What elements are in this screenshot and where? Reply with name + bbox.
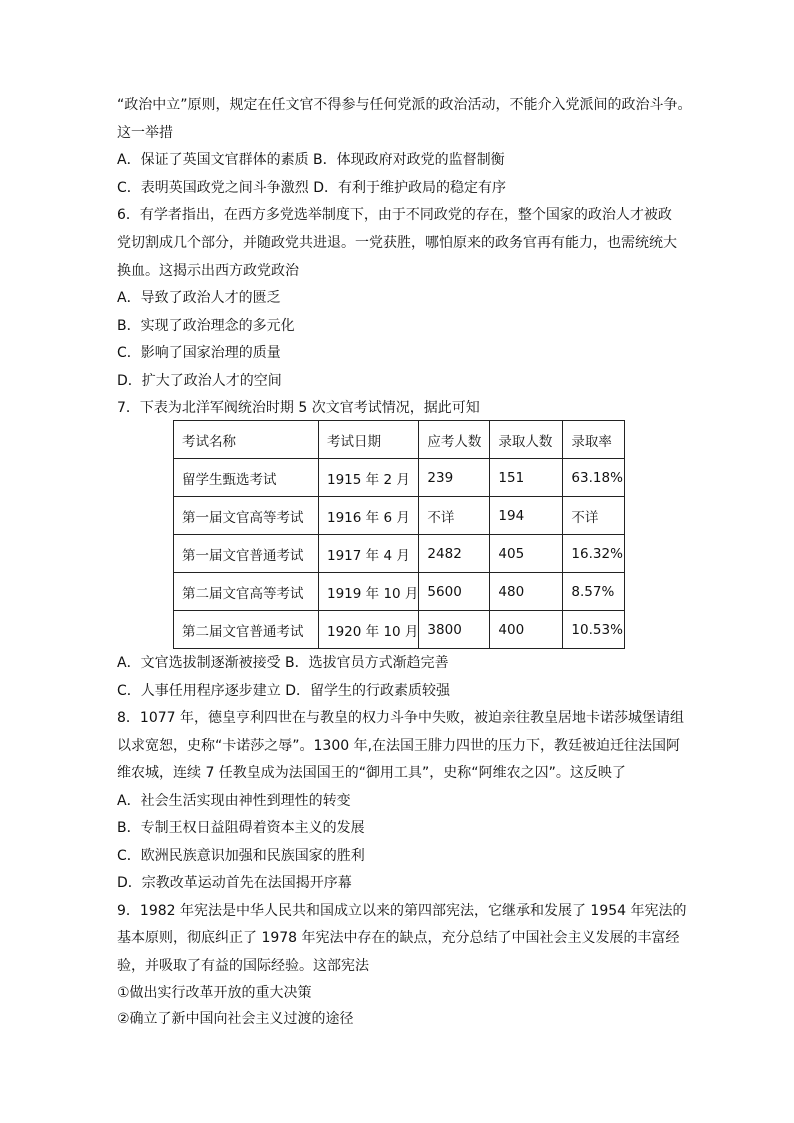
table-cell: 63.18% xyxy=(563,459,625,497)
table-cell: 16.32% xyxy=(563,535,625,573)
table-cell: 405 xyxy=(490,535,563,573)
text-line-q6-stem-1: 6．有学者指出，在西方多党选举制度下，由于不同政党的存在，整个国家的政治人才被政 xyxy=(117,207,672,223)
text-line-q6-option-d: D．扩大了政治人才的空间 xyxy=(117,373,282,389)
text-line-q6-stem-2: 党切割成几个部分，并随政党共进退。一党获胜，哪怕原来的政务官再有能力，也需统统大 xyxy=(117,235,677,251)
table-cell: 第二届文官普通考试 xyxy=(174,611,319,649)
table-header-cell: 考试日期 xyxy=(319,421,419,459)
text-line-q9-stem-3: 验，并吸取了有益的国际经验。这部宪法 xyxy=(117,958,369,974)
table-row xyxy=(174,535,625,573)
table-cell: 第一届文官普通考试 xyxy=(174,535,319,573)
table-cell: 第二届文官高等考试 xyxy=(174,573,319,611)
text-line-q5-stem-1: “政治中立”原则，规定在任文官不得参与任何党派的政治活动，不能介入党派间的政治斗争。 xyxy=(117,97,692,113)
table-cell: 1917 年 4 月 xyxy=(319,535,419,573)
table-cell: 1920 年 10 月 xyxy=(319,611,419,649)
text-line-q6-stem-3: 换血。这揭示出西方政党政治 xyxy=(117,263,299,279)
text-line-q8-option-d: D．宗教改革运动首先在法国揭开序幕 xyxy=(117,875,352,891)
table-cell: 第一届文官高等考试 xyxy=(174,497,319,535)
table-cell: 1916 年 6 月 xyxy=(319,497,419,535)
table-cell: 不详 xyxy=(563,497,625,535)
exam-table xyxy=(173,420,625,649)
text-line-q9-item-1: ①做出实行改革开放的重大决策 xyxy=(117,985,312,1001)
text-line-q8-option-c: C．欧洲民族意识加强和民族国家的胜利 xyxy=(117,848,365,864)
table-cell: 151 xyxy=(490,459,563,497)
text-line-q8-stem-3: 维农城，连续 7 任教皇成为法国国王的“御用工具”，史称“阿维农之囚”。这反映了 xyxy=(117,765,626,781)
text-line-q7-stem: 7．下表为北洋军阀统治时期 5 次文官考试情况，据此可知 xyxy=(117,400,480,416)
text-line-q5-options-ab: A．保证了英国文官群体的素质 B．体现政府对政党的监督制衡 xyxy=(117,152,505,168)
table-cell: 2482 xyxy=(419,535,490,573)
text-line-q6-option-c: C．影响了国家治理的质量 xyxy=(117,345,281,361)
text-line-q8-stem-1: 8．1077 年，德皇亨利四世在与教皇的权力斗争中失败，被迫亲往教皇居地卡诺莎城堡请组 xyxy=(117,710,684,726)
table-cell: 3800 xyxy=(419,611,490,649)
table-cell: 1919 年 10 月 xyxy=(319,573,419,611)
table-cell: 10.53% xyxy=(563,611,625,649)
table-cell: 194 xyxy=(490,497,563,535)
table-cell: 1915 年 2 月 xyxy=(319,459,419,497)
table-row xyxy=(174,459,625,497)
text-line-q7-options-ab: A．文官选拔制逐渐被接受 B．选拔官员方式渐趋完善 xyxy=(117,655,449,671)
table-header-cell: 应考人数 xyxy=(419,421,490,459)
table-header-row xyxy=(174,421,625,459)
text-line-q6-option-b: B．实现了政治理念的多元化 xyxy=(117,318,295,334)
text-line-q5-options-cd: C．表明英国政党之间斗争激烈 D．有利于维护政局的稳定有序 xyxy=(117,180,507,196)
table-row xyxy=(174,611,625,649)
text-line-q9-stem-2: 基本原则，彻底纠正了 1978 年宪法中存在的缺点，充分总结了中国社会主义发展的丰富经 xyxy=(117,930,680,946)
table-cell: 5600 xyxy=(419,573,490,611)
table-cell: 480 xyxy=(490,573,563,611)
text-line-q8-option-b: B．专制王权日益阻碍着资本主义的发展 xyxy=(117,820,365,836)
text-line-q5-stem-2: 这一举措 xyxy=(117,125,173,141)
table-header-cell: 录取率 xyxy=(563,421,625,459)
table-cell: 留学生甄选考试 xyxy=(174,459,319,497)
table-cell: 不详 xyxy=(419,497,490,535)
text-line-q9-stem-1: 9．1982 年宪法是中华人民共和国成立以来的第四部宪法，它继承和发展了 1954 年宪法的 xyxy=(117,903,687,919)
text-line-q8-stem-2: 以求宽恕，史称“卡诺莎之辱”。1300 年,在法国王腓力四世的压力下，教廷被迫迁往法国阿 xyxy=(117,738,681,754)
text-line-q6-option-a: A．导致了政治人才的匮乏 xyxy=(117,290,281,306)
table-cell: 239 xyxy=(419,459,490,497)
table-cell: 8.57% xyxy=(563,573,625,611)
table-row xyxy=(174,573,625,611)
text-line-q8-option-a: A．社会生活实现由神性到理性的转变 xyxy=(117,793,351,809)
text-line-q9-item-2: ②确立了新中国向社会主义过渡的途径 xyxy=(117,1011,354,1027)
text-line-q7-options-cd: C．人事任用程序逐步建立 D．留学生的行政素质较强 xyxy=(117,683,451,699)
table-row xyxy=(174,497,625,535)
table-cell: 400 xyxy=(490,611,563,649)
table-header-cell: 考试名称 xyxy=(174,421,319,459)
table-header-cell: 录取人数 xyxy=(490,421,563,459)
